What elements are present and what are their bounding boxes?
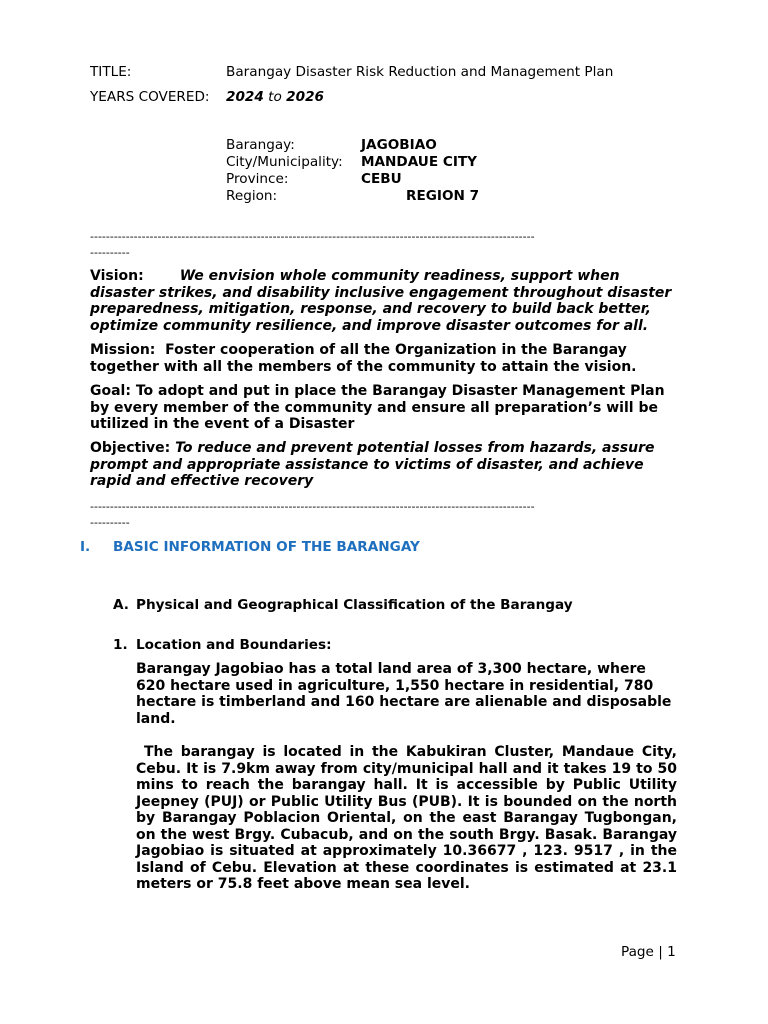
item-title: Location and Boundaries:: [136, 637, 332, 653]
vision-paragraph: [90, 268, 676, 334]
city-value: MANDAUE CITY: [361, 154, 478, 170]
land-area-paragraph: Barangay Jagobiao has a total land area of 3,300 hectare, where 620 hectare used in agriculture, 1,550 hectare in residential, 780 hectare is timberland and 160 hectare are alienable and disposable land.: [136, 661, 672, 727]
province-label: Province:: [226, 171, 289, 187]
years-covered-value: [226, 89, 324, 105]
location-paragraph: The barangay is located in the Kabukiran Cluster, Mandaue City, Cebu. It is 7.9km away from city/municipal hall and it takes 19 to 50 mins to reach the barangay hall. It is accessible by Public Utility Jeepney (PUJ) or Public Utility Bus (PUB). It is bounded on the north by Barangay Poblacion Oriental, on the east Barangay Tugbongan, on the west Brgy. Cubacub, and on the south Brgy. Basak. Barangay Jagobiao is situated at approximately 10.36677 , 123. 9517 , in the Island of Cebu. Elevation at these coordinates is estimated at 23.1 meters or 75.8 feet above mean sea level.: [136, 744, 677, 892]
mission-paragraph: [90, 342, 676, 375]
subsection-letter: A.: [113, 597, 129, 613]
page-number: Page | 1: [621, 944, 676, 960]
mission-text: Foster cooperation of all the Organization in the Barangay together with all the members of the community to attain the vision.: [90, 342, 637, 375]
vision-label: Vision:: [90, 268, 144, 284]
objective-label: Objective:: [90, 440, 171, 456]
years-covered-label: YEARS COVERED:: [90, 89, 210, 105]
city-label: City/Municipality:: [226, 154, 343, 170]
province-value: CEBU: [361, 171, 402, 187]
goal-paragraph: [90, 383, 676, 433]
goal-text: To adopt and put in place the Barangay Disaster Management Plan by every member of the community and ensure all preparation’s will be utilized in the event of a Disaster: [90, 383, 665, 433]
years-end: 2026: [286, 89, 324, 105]
barangay-value: JAGOBIAO: [361, 137, 437, 153]
objective-paragraph: [90, 440, 676, 490]
barangay-label: Barangay:: [226, 137, 295, 153]
region-value: REGION 7: [406, 188, 480, 204]
divider-top: [90, 229, 676, 261]
objective-text: To reduce and prevent potential losses from hazards, assure prompt and appropriate assistance to victims of disaster, and achieve rapid and effective recovery: [90, 440, 655, 490]
divider-bottom-line1: ----------------------------------------------------------------------------------------------------------------: [90, 500, 535, 513]
divider-top-line1: ----------------------------------------------------------------------------------------------------------------: [90, 230, 535, 243]
goal-label: Goal:: [90, 383, 131, 399]
title-value: Barangay Disaster Risk Reduction and Management Plan: [226, 64, 614, 80]
divider-bottom: [90, 499, 676, 531]
section-number: I.: [80, 539, 91, 555]
mission-label: Mission:: [90, 342, 156, 358]
years-to: to: [268, 89, 282, 105]
region-label: Region:: [226, 188, 278, 204]
title-label: TITLE:: [90, 64, 132, 80]
section-title: BASIC INFORMATION OF THE BARANGAY: [113, 539, 420, 555]
divider-bottom-line2: ----------: [90, 516, 130, 529]
subsection-title: Physical and Geographical Classification of the Barangay: [136, 597, 573, 613]
vision-text: We envision whole community readiness, support when disaster strikes, and disability inclusive engagement throughout disaster preparedness, mitigation, response, and recovery to build back better, optimize community resilience, and improve disaster outcomes for all.: [90, 268, 672, 334]
item-number: 1.: [113, 637, 128, 653]
divider-top-line2: ----------: [90, 246, 130, 259]
years-start: 2024: [226, 89, 264, 105]
